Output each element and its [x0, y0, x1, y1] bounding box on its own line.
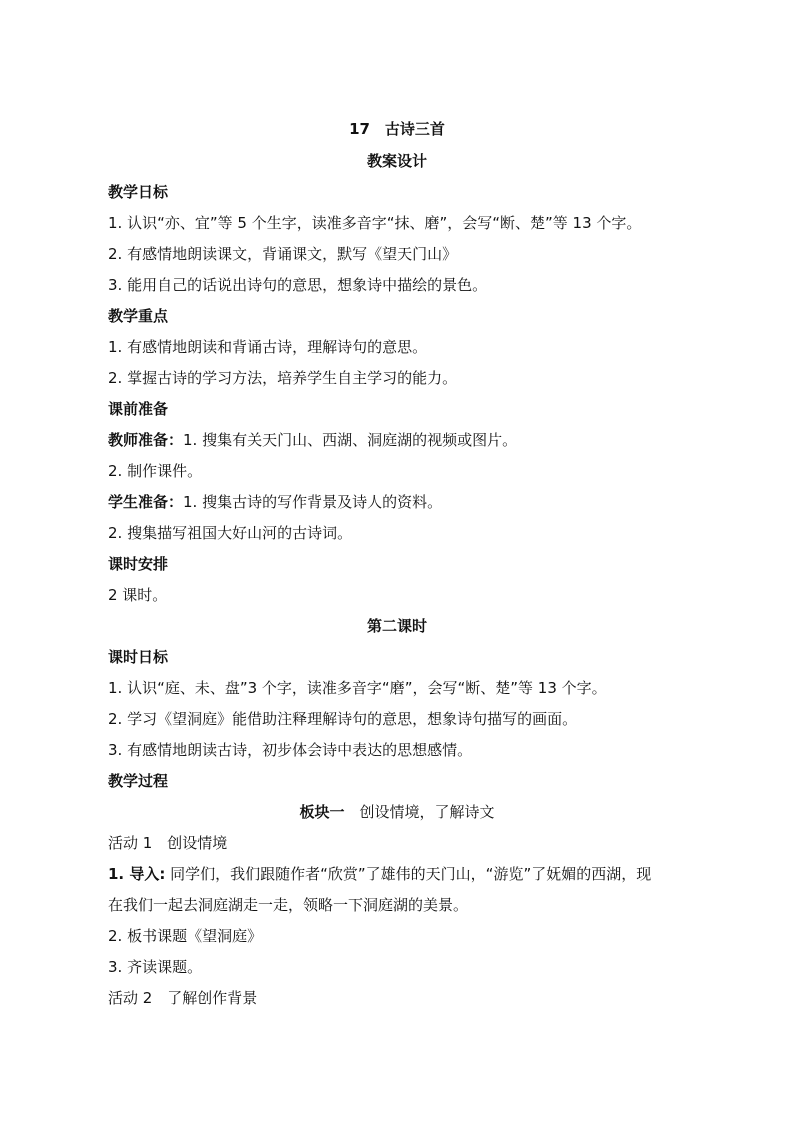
block-one-label: 板块一	[299, 803, 345, 821]
intro-text-continued: 在我们一起去洞庭湖走一走，领略一下洞庭湖的美景。	[108, 896, 469, 914]
teacher-prep-item: 2. 制作课件。	[108, 462, 203, 480]
heading-schedule: 课时安排	[108, 555, 169, 573]
heading-key-points: 教学重点	[108, 307, 169, 325]
goal-item: 2. 有感情地朗读课文，背诵课文，默写《望天门山》	[108, 245, 458, 263]
lesson-goal-item: 1. 认识“庭、未、盘”3 个字，读准多音字“磨”，会写“断、楚”等 13 个字。	[108, 679, 607, 697]
student-prep-text: 1. 搜集古诗的写作背景及诗人的资料。	[183, 493, 443, 511]
goal-item: 3. 能用自己的话说出诗句的意思，想象诗中描绘的景色。	[108, 276, 488, 294]
heading-lesson-goals: 课时日标	[108, 648, 169, 666]
student-prep-line	[108, 491, 728, 513]
lesson-title: 17 古诗三首	[349, 120, 445, 138]
step-item: 2. 板书课题《望洞庭》	[108, 927, 263, 945]
key-item: 2. 掌握古诗的学习方法，培养学生自主学习的能力。	[108, 369, 458, 387]
student-prep-item: 2. 搜集描写祖国大好山河的古诗词。	[108, 524, 353, 542]
key-item: 1. 有感情地朗读和背诵古诗，理解诗句的意思。	[108, 338, 428, 356]
teacher-prep-label: 教师准备：	[108, 431, 184, 449]
teacher-prep-text: 1. 搜集有关天门山、西湖、洞庭湖的视频或图片。	[183, 431, 518, 449]
heading-process: 教学过程	[108, 772, 169, 790]
lesson-two-heading: 第二课时	[366, 617, 427, 635]
student-prep-label: 学生准备：	[108, 493, 184, 511]
teacher-prep-line	[108, 429, 728, 451]
intro-label: 1. 导入:	[108, 865, 166, 883]
heading-teaching-goals: 教学日标	[108, 183, 169, 201]
heading-preparation: 课前准备	[108, 400, 169, 418]
step-item: 3. 齐读课题。	[108, 958, 203, 976]
intro-line	[108, 863, 728, 885]
lesson-goal-item: 3. 有感情地朗读古诗，初步体会诗中表达的思想感情。	[108, 741, 473, 759]
document-subtitle: 教案设计	[366, 152, 427, 170]
activity-two-heading: 活动 2 了解创作背景	[108, 989, 258, 1007]
goal-item: 1. 认识“亦、宜”等 5 个生字，读准多音字“抹、磨”，会写“断、楚”等 13 个字。	[108, 214, 642, 232]
block-one-title: 创设情境，了解诗文	[344, 803, 495, 821]
intro-text: 同学们，我们跟随作者“欣赏”了雄伟的天门山，“游览”了妩媚的西湖，现	[165, 865, 652, 883]
block-one-heading	[0, 801, 794, 823]
schedule-text: 2 课时。	[108, 586, 168, 604]
lesson-goal-item: 2. 学习《望洞庭》能借助注释理解诗句的意思，想象诗句描写的画面。	[108, 710, 578, 728]
activity-one-heading: 活动 1 创设情境	[108, 834, 228, 852]
